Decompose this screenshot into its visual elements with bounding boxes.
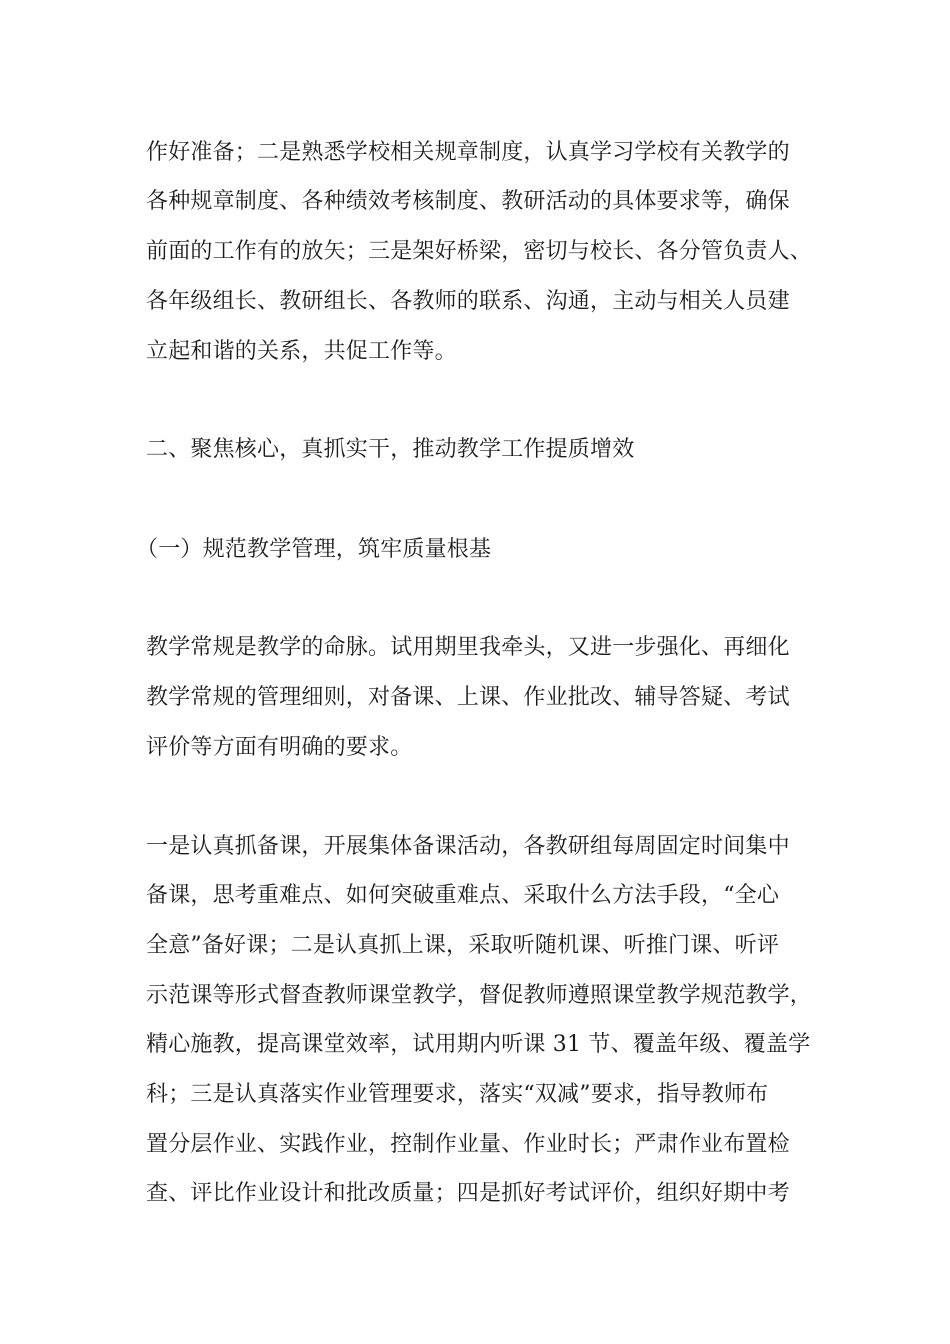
paragraph-line: 教学常规的管理细则，对备课、上课、作业批改、辅导答疑、考试 <box>146 685 790 710</box>
paragraph-line: 全意”备好课；二是认真抓上课，采取听随机课、听推门课、听评 <box>146 933 780 958</box>
paragraph-line: 立起和谐的关系，共促工作等。 <box>146 339 457 364</box>
paragraph-line: 评价等方面有明确的要求。 <box>146 735 413 760</box>
paragraph-line: 精心施教，提高课堂效率，试用期内听课 31 节、覆盖年级、覆盖学 <box>146 1032 811 1057</box>
paragraph-line: 科；三是认真落实作业管理要求，落实“双减”要求，指导教师布 <box>146 1082 769 1107</box>
paragraph-line: 作好准备；二是熟悉学校相关规章制度，认真学习学校有关教学的 <box>146 140 790 165</box>
paragraph-line: 查、评比作业设计和批改质量；四是抓好考试评价，组织好期中考 <box>146 1181 790 1206</box>
paragraph-line: 示范课等形式督查教师课堂教学，督促教师遵照课堂教学规范教学， <box>146 983 813 1008</box>
paragraph-line: 置分层作业、实践作业，控制作业量、作业时长；严肃作业布置检 <box>146 1132 790 1157</box>
section-heading: 二、聚焦核心，真抓实干，推动教学工作提质增效 <box>146 437 635 462</box>
paragraph-line: 前面的工作有的放矢；三是架好桥梁，密切与校长、各分管负责人、 <box>146 239 813 264</box>
subsection-heading: （一）规范教学管理，筑牢质量根基 <box>136 537 492 562</box>
paragraph-line: 一是认真抓备课，开展集体备课活动，各教研组每周固定时间集中 <box>146 834 790 859</box>
paragraph-line: 各年级组长、教研组长、各教师的联系、沟通，主动与相关人员建 <box>146 289 790 314</box>
paragraph-line: 各种规章制度、各种绩效考核制度、教研活动的具体要求等，确保 <box>146 189 790 214</box>
paragraph-line: 备课，思考重难点、如何突破重难点、采取什么方法手段，“全心 <box>146 883 780 908</box>
paragraph-line: 教学常规是教学的命脉。试用期里我牵头，又进一步强化、再细化 <box>146 635 790 660</box>
